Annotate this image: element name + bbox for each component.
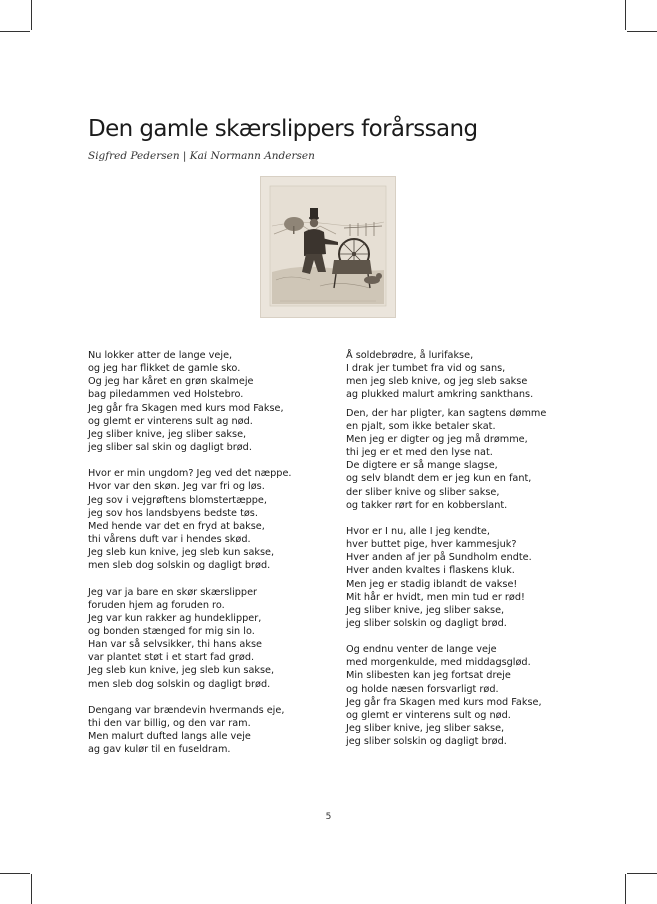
authors-line: Sigfred Pedersen | Kai Normann Andersen xyxy=(88,150,315,162)
poem-line: Jeg sliber knive, jeg sliber sakse, xyxy=(88,428,247,440)
poem-line: og takker rørt for en kobberslant. xyxy=(346,499,508,511)
poem-line: og selv blandt dem er jeg kun en fant, xyxy=(346,473,532,485)
poem-line: Men jeg er digter og jeg må drømme, xyxy=(346,433,528,445)
poem-line: hver buttet pige, hver kammesjuk? xyxy=(346,539,517,551)
poem-line: jeg sliber sal skin og dagligt brød. xyxy=(88,442,252,454)
poem-line: og jeg har flikket de gamle sko. xyxy=(88,363,241,375)
knife-grinder-etching-image xyxy=(260,176,396,318)
stanza xyxy=(88,704,328,757)
poem-line: foruden hjem ag foruden ro. xyxy=(88,599,225,611)
poem-line: men sleb dog solskin og dagligt brød. xyxy=(88,678,271,690)
poem-line: Nu lokker atter de lange veje, xyxy=(88,350,233,361)
stanza xyxy=(346,643,576,748)
poem-line: Jeg var ja bare en skør skærslipper xyxy=(88,586,258,598)
poem-line: De digtere er så mange slagse, xyxy=(346,460,498,472)
poem-line: Og jeg har kåret en grøn skalmeje xyxy=(88,376,254,388)
poem-line: Hvor var den skøn. Jeg var fri og løs. xyxy=(88,481,265,493)
poem-line: Men jeg er stadig iblandt de vakse! xyxy=(346,578,518,590)
poem-line: jeg sliber solskin og dagligt brød. xyxy=(346,617,507,629)
poem-line: Hver anden kvaltes i flaskens kluk. xyxy=(346,565,515,577)
poem-line: Den, der har pligter, kan sagtens dømme xyxy=(346,407,547,419)
crop-mark xyxy=(31,874,32,904)
poem-line: I drak jer tumbet fra vid og sans, xyxy=(346,363,506,375)
poem-line: thi den var billig, og den var ram. xyxy=(88,717,251,729)
poem-line: Jeg går fra Skagen med kurs mod Fakse, xyxy=(88,402,284,414)
stanza xyxy=(346,407,576,512)
crop-mark xyxy=(31,0,32,30)
stanza xyxy=(88,467,328,572)
crop-mark xyxy=(0,873,30,874)
poem-line: Jeg går fra Skagen med kurs mod Fakse, xyxy=(346,696,542,708)
poem-line: og bonden stænged for mig sin lo. xyxy=(88,625,255,637)
poem-line: Jeg sliber knive, jeg sliber sakse, xyxy=(346,723,505,735)
poem-line: der sliber knive og sliber sakse, xyxy=(346,486,500,498)
poem-line: men jeg sleb knive, og jeg sleb sakse xyxy=(346,376,528,388)
poem-line: thi jeg er et med den lyse nat. xyxy=(346,447,493,459)
poem-line: Min slibesten kan jeg fortsat dreje xyxy=(346,670,511,682)
crop-mark xyxy=(625,874,626,904)
poem-line: Med hende var det en fryd at bakse, xyxy=(88,520,265,532)
crop-mark xyxy=(625,0,626,30)
poem-line: Og endnu venter de lange veje xyxy=(346,644,497,656)
stanza xyxy=(346,525,576,630)
poem-line: Men malurt dufted langs alle veje xyxy=(88,731,251,743)
crop-mark xyxy=(0,31,30,32)
stanza xyxy=(88,586,328,691)
poem-line: Hvor er I nu, alle I jeg kendte, xyxy=(346,525,490,537)
poem-line: og holde næsen forsvarligt rød. xyxy=(346,683,499,695)
stanza xyxy=(88,349,328,454)
poem-line: var plantet støt i et start fad grød. xyxy=(88,652,255,664)
poem-column-right xyxy=(346,349,576,761)
poem-line: og glemt er vinterens sult og nød. xyxy=(346,709,511,721)
poem-line: en pjalt, som ikke betaler skat. xyxy=(346,420,496,432)
crop-mark xyxy=(627,31,657,32)
poem-line: Dengang var brændevin hvermands eje, xyxy=(88,704,285,716)
poem-line: thi vårens duft var i hendes skød. xyxy=(88,534,251,546)
page-number: 5 xyxy=(325,812,332,822)
poem-line: Jeg sliber knive, jeg sliber sakse, xyxy=(346,604,505,616)
poem-line: med morgenkulde, med middagsglød. xyxy=(346,657,531,669)
poem-line: Hver anden af jer på Sundholm endte. xyxy=(346,552,532,564)
poem-line: Å soldebrødre, å lurifakse, xyxy=(346,350,474,361)
poem-line: bag piledammen ved Holstebro. xyxy=(88,389,244,401)
poem-line: ag gav kulør til en fuseldram. xyxy=(88,744,231,756)
poem-column-left xyxy=(88,349,328,769)
crop-mark xyxy=(627,873,657,874)
poem-line: jeg sliber solskin og dagligt brød. xyxy=(346,736,507,748)
poem-line: og glemt er vinterens sult ag nød. xyxy=(88,415,253,427)
poem-line: Jeg sleb kun knive, jeg sleb kun sakse, xyxy=(88,547,275,559)
poem-line: Jeg sov i vejgrøftens blomstertæppe, xyxy=(88,494,267,506)
poem-line: ag plukked malurt amkring sankthans. xyxy=(346,389,534,401)
poem-line: Jeg sleb kun knive, jeg sleb kun sakse, xyxy=(88,665,275,677)
poem-line: Han var så selvsikker, thi hans akse xyxy=(88,639,262,651)
poem-line: Jeg var kun rakker ag hundeklipper, xyxy=(88,612,262,624)
poem-line: Mit hår er hvidt, men min tud er rød! xyxy=(346,591,525,603)
poem-line: men sleb dog solskin og dagligt brød. xyxy=(88,560,271,572)
page-title: Den gamle skærslippers forårssang xyxy=(88,116,478,142)
stanza xyxy=(346,349,576,402)
poem-line: Hvor er min ungdom? Jeg ved det næppe. xyxy=(88,468,292,480)
poem-line: jeg sov hos landsbyens bedste tøs. xyxy=(88,507,258,519)
